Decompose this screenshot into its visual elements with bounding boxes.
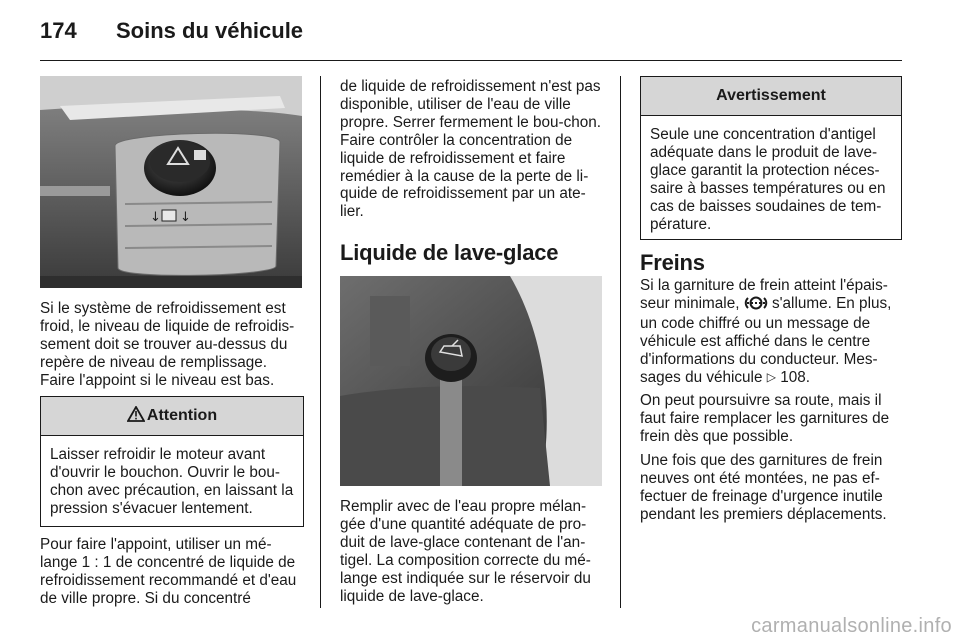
brake-wear-text-a: Si la garniture de frein atteint l'épais-seur minimale, xyxy=(640,277,888,312)
brakes-heading: Freins xyxy=(640,250,705,275)
coolant-reservoir-image xyxy=(40,76,302,288)
attention-title: Attention xyxy=(146,407,218,424)
coolant-level-paragraph xyxy=(40,300,306,390)
brake-pad-warning-icon xyxy=(744,296,768,315)
washer-reservoir-image xyxy=(340,276,602,486)
warning-header: Avertissement xyxy=(641,77,901,116)
watermark: carmanualsonline.info xyxy=(751,615,952,637)
header-rule xyxy=(40,60,902,61)
new-pads-text: Une fois que des garnitures de frein neuves ont été montées, ne pas ef-fectuer de freinage d'urgence inutile pendant les premiers déplacements. xyxy=(640,452,887,523)
svg-text:↓: ↓ xyxy=(180,210,191,225)
attention-header xyxy=(41,397,303,436)
attention-box xyxy=(40,396,304,527)
brake-wear-text-b: s'allume. En plus, un code chiffré ou un message de véhicule est affiché dans le centre d'informations du conducteur. Mes-sages du véhicule xyxy=(640,294,892,386)
page-title: Soins du véhicule xyxy=(116,18,304,43)
washer-fluid-heading: Liquide de lave-glace xyxy=(340,240,559,265)
brake-wear-paragraph xyxy=(640,277,904,386)
column-divider-2 xyxy=(620,76,621,608)
washer-fill-paragraph xyxy=(340,498,606,605)
topup-text: Pour faire l'appoint, utiliser un mé-lange 1 : 1 de concentré de liquide de refroidissement recommandé et d'eau de ville propre. Si du concentré xyxy=(40,536,297,607)
warning-triangle-icon xyxy=(127,406,145,427)
page-number: 174 xyxy=(40,18,77,43)
warning-body: Seule une concentration d'antigel adéquate dans le produit de lave-glace garantit la protection néces-saire à basses températures ou en cas de baisses soudaines de tem-pérature. xyxy=(650,126,886,233)
coolant-continued-text: de liquide de refroidissement n'est pas disponible, utiliser de l'eau de ville propre. Serrer fermement le bou-chon. Faire contrôler la concentration de liquide de refroidissement et faire remédier à la cause de la perte de li-quide de refroidissement par un ate-lier. xyxy=(340,78,602,221)
warning-box xyxy=(640,76,902,240)
svg-text:↓: ↓ xyxy=(150,210,161,225)
attention-body: Laisser refroidir le moteur avant d'ouvrir le bouchon. Ouvrir le bou-chon avec précaution, en laissant la pression s'évacuer lentement. xyxy=(50,446,294,517)
coolant-continued-paragraph xyxy=(340,78,606,221)
page-reference-link[interactable]: 108. xyxy=(780,368,810,386)
brakes-section xyxy=(640,277,904,524)
column-divider-1 xyxy=(320,76,321,608)
page-reference-arrow-icon: ▷ xyxy=(766,369,776,384)
coolant-level-text: Si le système de refroidissement est froid, le niveau de liquide de refroidis-sement doit se trouver au-dessus du repère de niveau de remplissage. Faire l'appoint si le niveau est bas. xyxy=(40,300,295,389)
washer-fill-text: Remplir avec de l'eau propre mélan-gée d'une quantité adéquate de pro-duit de lave-glace contenant de l'an-tigel. La composition correcte du mé-lange est indiquée sur le réservoir du liquide de lave-glace. xyxy=(340,498,591,605)
topup-paragraph xyxy=(40,536,306,608)
continue-driving-text: On peut poursuivre sa route, mais il faut faire remplacer les garnitures de frein dès que possible. xyxy=(640,392,890,446)
